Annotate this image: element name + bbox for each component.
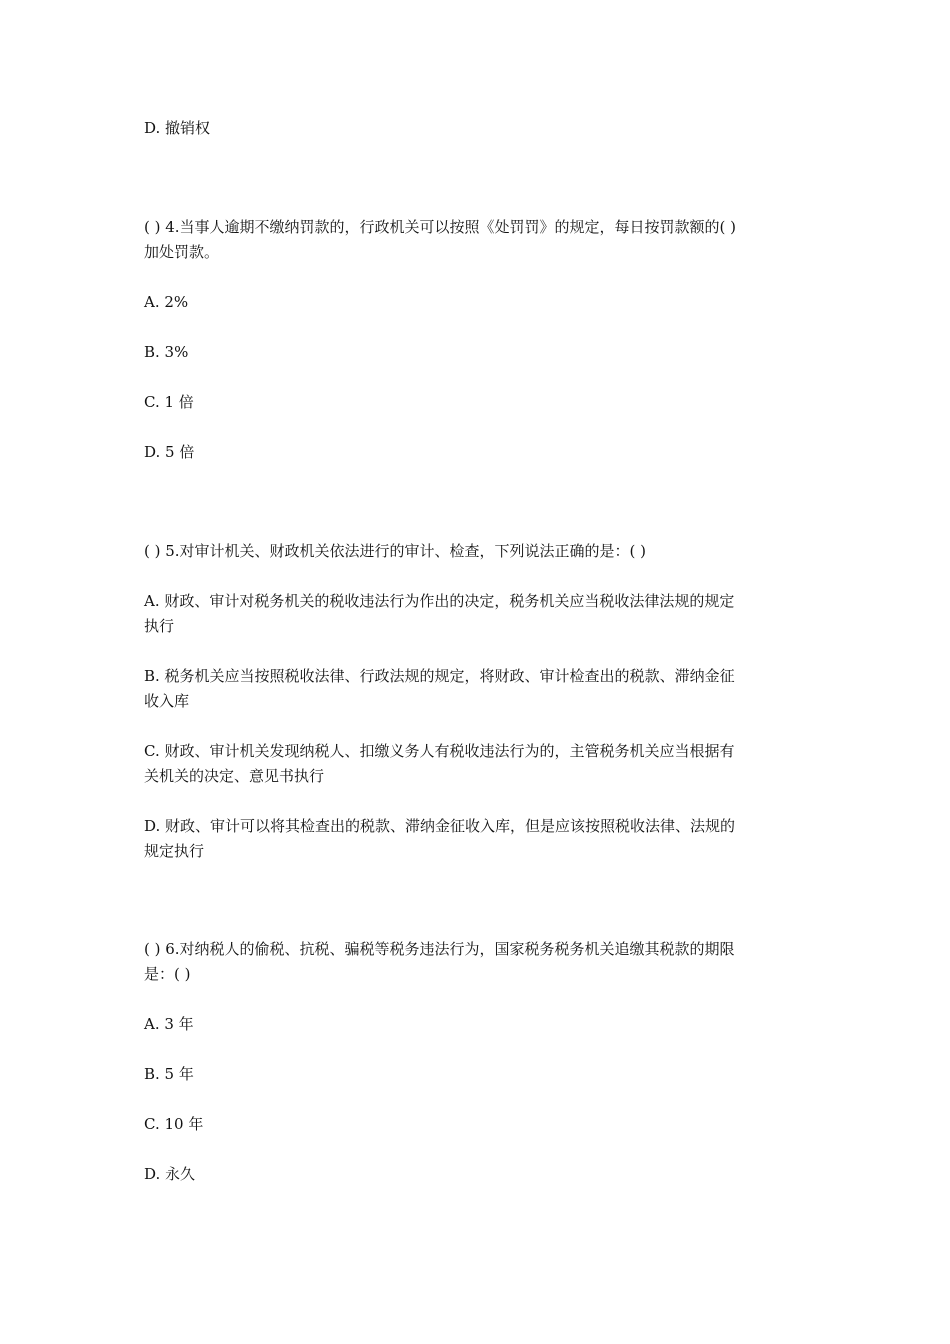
question-4-stem-line-2: 加处罚款。 — [144, 243, 220, 261]
question-6-option-b: B. 5 年 — [144, 1065, 194, 1083]
question-4-option-d: D. 5 倍 — [144, 443, 195, 461]
question-5-option-a-line-1: A. 财政、审计对税务机关的税收违法行为作出的决定，税务机关应当税收法律法规的规定 — [144, 592, 735, 610]
question-6-option-d: D. 永久 — [144, 1165, 196, 1183]
question-6-stem-line-2: 是：( ) — [144, 965, 191, 983]
question-5-option-b-line-2: 收入库 — [144, 692, 190, 710]
question-4-option-a: A. 2% — [144, 293, 189, 311]
question-5-option-d-line-2: 规定执行 — [144, 842, 205, 860]
question-5-option-c-line-2: 关机关的决定、意见书执行 — [144, 767, 325, 785]
question-5-stem: ( ) 5.对审计机关、财政机关依法进行的审计、检查，下列说法正确的是：( ) — [144, 542, 647, 560]
question-5-option-d-line-1: D. 财政、审计可以将其检查出的税款、滞纳金征收入库，但是应该按照税收法律、法规的 — [144, 817, 736, 835]
question-4-stem-line-1: ( ) 4.当事人逾期不缴纳罚款的，行政机关可以按照《处罚罚》的规定，每日按罚款额的( ) — [144, 218, 737, 236]
previous-question-option-d: D. 撤销权 — [144, 119, 211, 137]
question-6-option-c: C. 10 年 — [144, 1115, 204, 1133]
question-5-option-c-line-1: C. 财政、审计机关发现纳税人、扣缴义务人有税收违法行为的，主管税务机关应当根据有 — [144, 742, 735, 760]
question-6-option-a: A. 3 年 — [144, 1015, 194, 1033]
question-5-option-a-line-2: 执行 — [144, 617, 175, 635]
question-4-option-b: B. 3% — [144, 343, 189, 361]
question-5-option-b-line-1: B. 税务机关应当按照税收法律、行政法规的规定，将财政、审计检查出的税款、滞纳金征 — [144, 667, 735, 685]
question-4-option-c: C. 1 倍 — [144, 393, 194, 411]
question-6-stem-line-1: ( ) 6.对纳税人的偷税、抗税、骗税等税务违法行为，国家税务税务机关追缴其税款的期限 — [144, 940, 735, 958]
